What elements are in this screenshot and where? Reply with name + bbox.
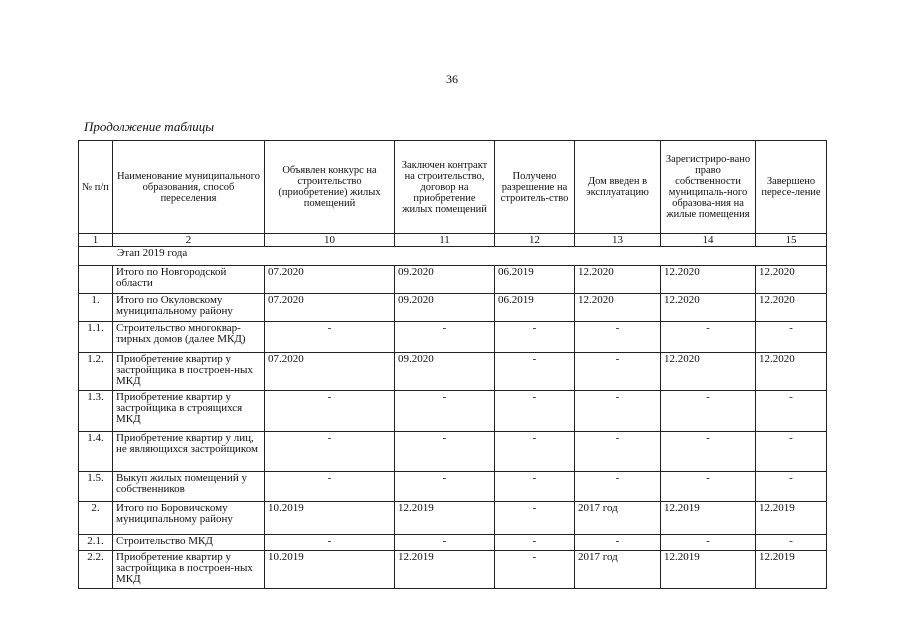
cell-commissioned: -: [575, 391, 661, 432]
column-number: 12: [495, 234, 575, 247]
table-row: [79, 322, 827, 353]
cell-permit: -: [495, 472, 575, 502]
cell-registered: -: [661, 472, 756, 502]
cell-contest: -: [265, 535, 395, 551]
cell-completed: 12.2019: [756, 502, 827, 535]
table-row: [79, 266, 827, 294]
column-number: 13: [575, 234, 661, 247]
row-number: 1.5.: [79, 472, 113, 502]
cell-commissioned: 2017 год: [575, 502, 661, 535]
table-row: [79, 502, 827, 535]
row-name: Приобретение квартир у застройщика в строящихся МКД: [113, 391, 265, 432]
cell-registered: 12.2019: [661, 502, 756, 535]
row-number: 1.2.: [79, 353, 113, 391]
row-number: 2.1.: [79, 535, 113, 551]
header-cell: № п/п: [79, 141, 113, 234]
table-row: [79, 551, 827, 589]
cell-permit: -: [495, 432, 575, 472]
row-name: Строительство МКД: [113, 535, 265, 551]
cell-contest: -: [265, 322, 395, 353]
cell-registered: 12.2020: [661, 353, 756, 391]
cell-contract: 09.2020: [395, 266, 495, 294]
row-number: 1.: [79, 294, 113, 322]
header-cell: Зарегистриро-вано право собственности муниципаль-ного образова-ния на жилые помещения: [661, 141, 756, 234]
cell-contest: 07.2020: [265, 353, 395, 391]
row-name: Выкуп жилых помещений у собственников: [113, 472, 265, 502]
cell-completed: -: [756, 432, 827, 472]
cell-permit: -: [495, 502, 575, 535]
cell-contract: 12.2019: [395, 551, 495, 589]
cell-completed: 12.2020: [756, 266, 827, 294]
row-number: 1.3.: [79, 391, 113, 432]
cell-contract: 09.2020: [395, 294, 495, 322]
row-number: 2.: [79, 502, 113, 535]
cell-completed: -: [756, 322, 827, 353]
table-row: [79, 294, 827, 322]
cell-contest: -: [265, 472, 395, 502]
row-number: 1.4.: [79, 432, 113, 472]
column-number: 1: [79, 234, 113, 247]
cell-registered: -: [661, 391, 756, 432]
cell-completed: 12.2020: [756, 294, 827, 322]
cell-contest: 07.2020: [265, 294, 395, 322]
cell-permit: 06.2019: [495, 266, 575, 294]
cell-commissioned: 2017 год: [575, 551, 661, 589]
header-cell: Заключен контракт на строительство, договор на приобретение жилых помещений: [395, 141, 495, 234]
cell-commissioned: -: [575, 322, 661, 353]
cell-commissioned: -: [575, 472, 661, 502]
row-number: 1.1.: [79, 322, 113, 353]
column-number: 14: [661, 234, 756, 247]
row-name: Приобретение квартир у застройщика в построен-ных МКД: [113, 353, 265, 391]
header-row: [79, 141, 827, 234]
cell-registered: -: [661, 322, 756, 353]
row-number: 2.2.: [79, 551, 113, 589]
row-name: Приобретение квартир у лиц, не являющихся застройщиком: [113, 432, 265, 472]
cell-contract: -: [395, 472, 495, 502]
cell-completed: 12.2019: [756, 551, 827, 589]
cell-contest: -: [265, 432, 395, 472]
column-number: 11: [395, 234, 495, 247]
cell-completed: -: [756, 472, 827, 502]
cell-permit: -: [495, 535, 575, 551]
cell-contract: -: [395, 322, 495, 353]
cell-commissioned: 12.2020: [575, 266, 661, 294]
cell-registered: -: [661, 432, 756, 472]
cell-contract: -: [395, 432, 495, 472]
cell-permit: 06.2019: [495, 294, 575, 322]
page-number: 36: [446, 72, 458, 86]
stage-label: Этап 2019 года: [79, 247, 827, 266]
header-cell: Дом введен в эксплуатацию: [575, 141, 661, 234]
cell-contract: -: [395, 535, 495, 551]
cell-commissioned: -: [575, 353, 661, 391]
cell-permit: -: [495, 391, 575, 432]
column-number: 15: [756, 234, 827, 247]
column-number-row: [79, 234, 827, 247]
cell-contest: 10.2019: [265, 502, 395, 535]
cell-registered: -: [661, 535, 756, 551]
continuation-label: Продолжение таблицы: [84, 119, 215, 134]
stage-row: [79, 247, 827, 266]
cell-completed: -: [756, 535, 827, 551]
cell-permit: -: [495, 322, 575, 353]
cell-contract: 09.2020: [395, 353, 495, 391]
cell-registered: 12.2020: [661, 294, 756, 322]
cell-completed: -: [756, 391, 827, 432]
cell-commissioned: -: [575, 535, 661, 551]
header-cell: Наименование муниципального образования, способ переселения: [113, 141, 265, 234]
column-number: 2: [113, 234, 265, 247]
header-cell: Завершено пересе-ление: [756, 141, 827, 234]
cell-commissioned: -: [575, 432, 661, 472]
table-row: [79, 353, 827, 391]
table-row: [79, 472, 827, 502]
table-row: [79, 432, 827, 472]
cell-contract: 12.2019: [395, 502, 495, 535]
cell-completed: 12.2020: [756, 353, 827, 391]
row-name: Строительство многоквар-тирных домов (далее МКД): [113, 322, 265, 353]
cell-contract: -: [395, 391, 495, 432]
header-cell: Объявлен конкурс на строительство (приобретение) жилых помещений: [265, 141, 395, 234]
table-row: [79, 535, 827, 551]
cell-contest: -: [265, 391, 395, 432]
cell-contest: 10.2019: [265, 551, 395, 589]
cell-registered: 12.2020: [661, 266, 756, 294]
cell-permit: -: [495, 551, 575, 589]
cell-registered: 12.2019: [661, 551, 756, 589]
column-number: 10: [265, 234, 395, 247]
cell-commissioned: 12.2020: [575, 294, 661, 322]
row-number: [79, 266, 113, 294]
cell-contest: 07.2020: [265, 266, 395, 294]
row-name: Итого по Новгородской области: [113, 266, 265, 294]
row-name: Приобретение квартир у застройщика в построен-ных МКД: [113, 551, 265, 589]
row-name: Итого по Окуловскому муниципальному району: [113, 294, 265, 322]
table-row: [79, 391, 827, 432]
cell-permit: -: [495, 353, 575, 391]
resettlement-table: [78, 140, 827, 589]
row-name: Итого по Боровичскому муниципальному району: [113, 502, 265, 535]
header-cell: Получено разрешение на строитель-ство: [495, 141, 575, 234]
